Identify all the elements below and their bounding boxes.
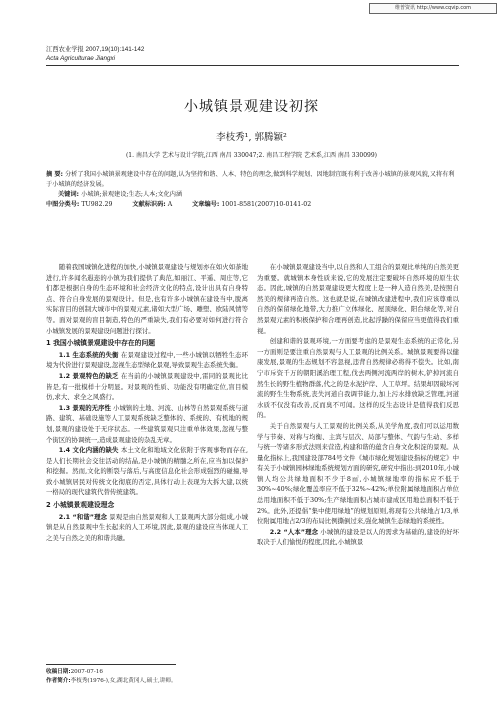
class-value: TU982.29 bbox=[81, 201, 113, 208]
author-bio-value: 李枝秀(1976-),女,湖北黄冈人,硕士,讲师。 bbox=[70, 678, 177, 684]
subsection-paragraph bbox=[46, 403, 248, 445]
subsection-text: 小城镇的建设是以人的需求为基础的,建设的好坏取决于人们愉悦的程度,因此,小城镇景 bbox=[257, 527, 459, 547]
journal-header bbox=[46, 45, 144, 63]
section-heading: 2 小城镇景观建设理念 bbox=[46, 501, 115, 510]
subsection-paragraph bbox=[46, 371, 248, 403]
footnote-rule bbox=[46, 664, 176, 665]
subsection-paragraph bbox=[46, 512, 248, 544]
abstract-text: 分析了我国小城镇景观建设中存在的问题,认为坚持和谐、人本、特色的理念,做到科学规划、因地制宜既有利于改善小城镇的景观风貌,又将有利于小城镇的经济发展。 bbox=[46, 171, 455, 188]
received-label: 收稿日期: bbox=[46, 669, 71, 675]
section-heading: 1 我国小城镇景观建设中存在的问题 bbox=[46, 339, 156, 348]
body-paragraph: 关于自然景观与人工景观的比例关系,从美学角度,我们可以运用数学与节奏、对称与均衡、主宾与层次、局部与整体、气韵与生动、多样与统一等诸多形式法则来营造,构建和谐的蕴含自身文化积淀的景观。从量化指标上,我国建设部784号文件《城市绿化规划建设指标的规定》中有关于小城镇园林绿地系统规划方面的研究,研究中指出:到2010年,小城镇人均公共绿地面积不少于8㎡,小城镇绿地率的指标应不低于30%~40%;绿化覆盖率应不低于32%~42%;单位附属绿地面积占单位总用地面积不低于30%;生产绿地面积占城市建成区用地总面积不低于2%。此外,还提倡“集中使用绿地”的规划原则,将现有公共绿地占1/3,单位附属用地占2/3的布局比例撕倒过来,强化城镇生态绿地的系统性。 bbox=[257, 421, 459, 526]
paper-authors: 李枝秀¹, 郭腾颖² bbox=[216, 132, 287, 143]
subsection-paragraph bbox=[46, 445, 248, 498]
subsection-heading: 2.1 “和谐”理念 bbox=[58, 512, 108, 521]
subsection-text: 在景观建设过程中,一些小城镇以牺牲生态环境为代价进行景观建设,忽视生态型绿化景观,导致景观生态系统失衡。 bbox=[46, 350, 249, 370]
subsection-text: 小城镇的土地、河流、山林等自然景观系统与道路、建筑、基础设施等人工景观系统缺乏整体的、系统的、有机地的规划,景观的建设处于无序状态。一些建筑景观只注重单体效果,忽视与整个街区的协调统一,造成景观建设的杂乱无章。 bbox=[46, 403, 248, 444]
article-no-value: 1001-8581(2007)10-0141-02 bbox=[221, 201, 312, 208]
doc-code-label: 文献标识码: bbox=[132, 201, 166, 208]
article-no-label: 文章编号: bbox=[192, 201, 220, 208]
abstract-block bbox=[46, 170, 459, 210]
subsection-heading: 1.2 景观特色的缺乏 bbox=[58, 371, 119, 380]
subsection-heading: 1.4 文化内涵的缺失 bbox=[58, 446, 119, 455]
keywords-label: 关键词: bbox=[58, 191, 80, 198]
subsection-paragraph bbox=[257, 527, 459, 548]
abstract bbox=[46, 170, 459, 190]
footnote bbox=[46, 668, 177, 686]
author-bio-label: 作者简介: bbox=[46, 678, 71, 684]
journal-citation: 江西农业学报 2007,19(10):141-142 bbox=[46, 46, 145, 53]
body-paragraph: 随着我国城镇化进程的加快,小城镇景观建设与规划亦在如火如荼地进行,许多闻名遐迩的小镇为我们提供了典范,如丽江、平遥、周庄等,它们都是根据自身的生态环境和社会经济文化的特点,设计出具有自身特点、符合自身发展的景观设计。但是,也有许多小城镇在建设当中,脱离实际盲目的创制大城市中的景观元素,诸如大型广场、雕塑、欧陆风情等等。面对景观的盲目制造,特色的严重缺失,我们有必要对如何进行符合小城镇发展的景观建设问题进行探讨。 bbox=[46, 263, 248, 335]
body-paragraph: 在小城镇景观建设当中,以自然和人工组合的景观比单纯的自然美更为重要。就城镇本身性质来说,它的发展注定要破坏自然环境的原生状态。因此,城镇的自然景观建设更大程度上是一种人造自然美,是按照自然美的规律再造自然。这也就是说,在城镇改建进程中,我们应该尊重以自然的保留绿化地带,大力推广立体绿化、屋顶绿化、阳台绿化等,对自然景观元素的积极保护和合理再创造,比起浮躁的保留应当更值得我们重视。 bbox=[257, 263, 459, 335]
author-bio bbox=[46, 677, 177, 686]
body-paragraph: 创建和谐的景观环境,一方面要考虑的是景观生态系统的正常化,另一方面则是要注重自然景观与人工景观的比例关系。城镇景观要得以健康发展,景观的生态规划不容忽视,违背自然规律必将得不偿失。比如,南宁市斥资千万的朝阳溪治理工程,伐去两侧河流两岸的树木,铲掉河流自然生长的野生植物群落,代之的是水泥护岸、人工草坪。结果却因破坏河流的野生生物系统,丧失河道自我调节能力,加上污水排放缺乏管理,河道水质不仅没有改善,反而臭不可闻。这样的反生态设计是值得我们反思的。 bbox=[257, 337, 459, 420]
received-value: 2007-07-16 bbox=[70, 669, 103, 675]
subsection-paragraph bbox=[46, 350, 248, 371]
class-label: 中图分类号: bbox=[46, 201, 80, 208]
classification-line bbox=[46, 200, 459, 210]
keywords-text: 小城镇;景观建设;生态;人本;文化内涵 bbox=[81, 191, 183, 198]
received-date bbox=[46, 668, 177, 677]
journal-name-en: Acta Agriculturae Jiangxi bbox=[46, 55, 116, 62]
subsection-text: 景观是由自然景观和人工景观两大部分组成,小城镇是从自然景观中生长起来的人工环境,因此,景观的建设应当体现人工之美与自然之美的和谐共融。 bbox=[46, 512, 248, 542]
watermark-stamp: 维普资讯 http://www.cqvip.com bbox=[369, 3, 497, 14]
subsection-heading: 1.3 景观的无序性 bbox=[58, 403, 111, 412]
abstract-label: 摘 要: bbox=[46, 171, 64, 178]
right-column bbox=[257, 262, 459, 548]
subsection-heading: 1.1 生态系统的失衡 bbox=[58, 350, 119, 359]
subsection-text: 本土文化和地域文化依附于客观事物而存在,是人们长期社会交往活动的结晶,是小城镇的精髓之所在,应当加以保护和挖掘。然而,文化的断裂与落后,与高度信息化社会形成强烈的碰撞,导致小城镇居民对传统文化彻底的否定,具体行动上表现为大拆大建,以统一格局的现代建筑代替传统建筑。 bbox=[46, 446, 249, 497]
doc-code-value: A bbox=[167, 201, 173, 208]
keywords bbox=[58, 190, 459, 200]
author-affiliation: (1. 南昌大学 艺术与设计学院,江西 南昌 330047;2. 南昌工程学院 艺术系,江西 南昌 330099) bbox=[125, 152, 378, 159]
subsection-heading: 2.2 “人本”理念 bbox=[269, 527, 319, 536]
subsection-text: 在当前的小城镇景观建设中,雷同的景观比比皆是,有一批模样十分明显。对景观的性质、功能没有明确定位,盲目模仿,求大、求全之风盛行。 bbox=[46, 371, 249, 402]
paper-title: 小城镇景观建设初探 bbox=[184, 99, 319, 115]
left-column bbox=[46, 262, 248, 543]
header-rule bbox=[46, 65, 459, 66]
